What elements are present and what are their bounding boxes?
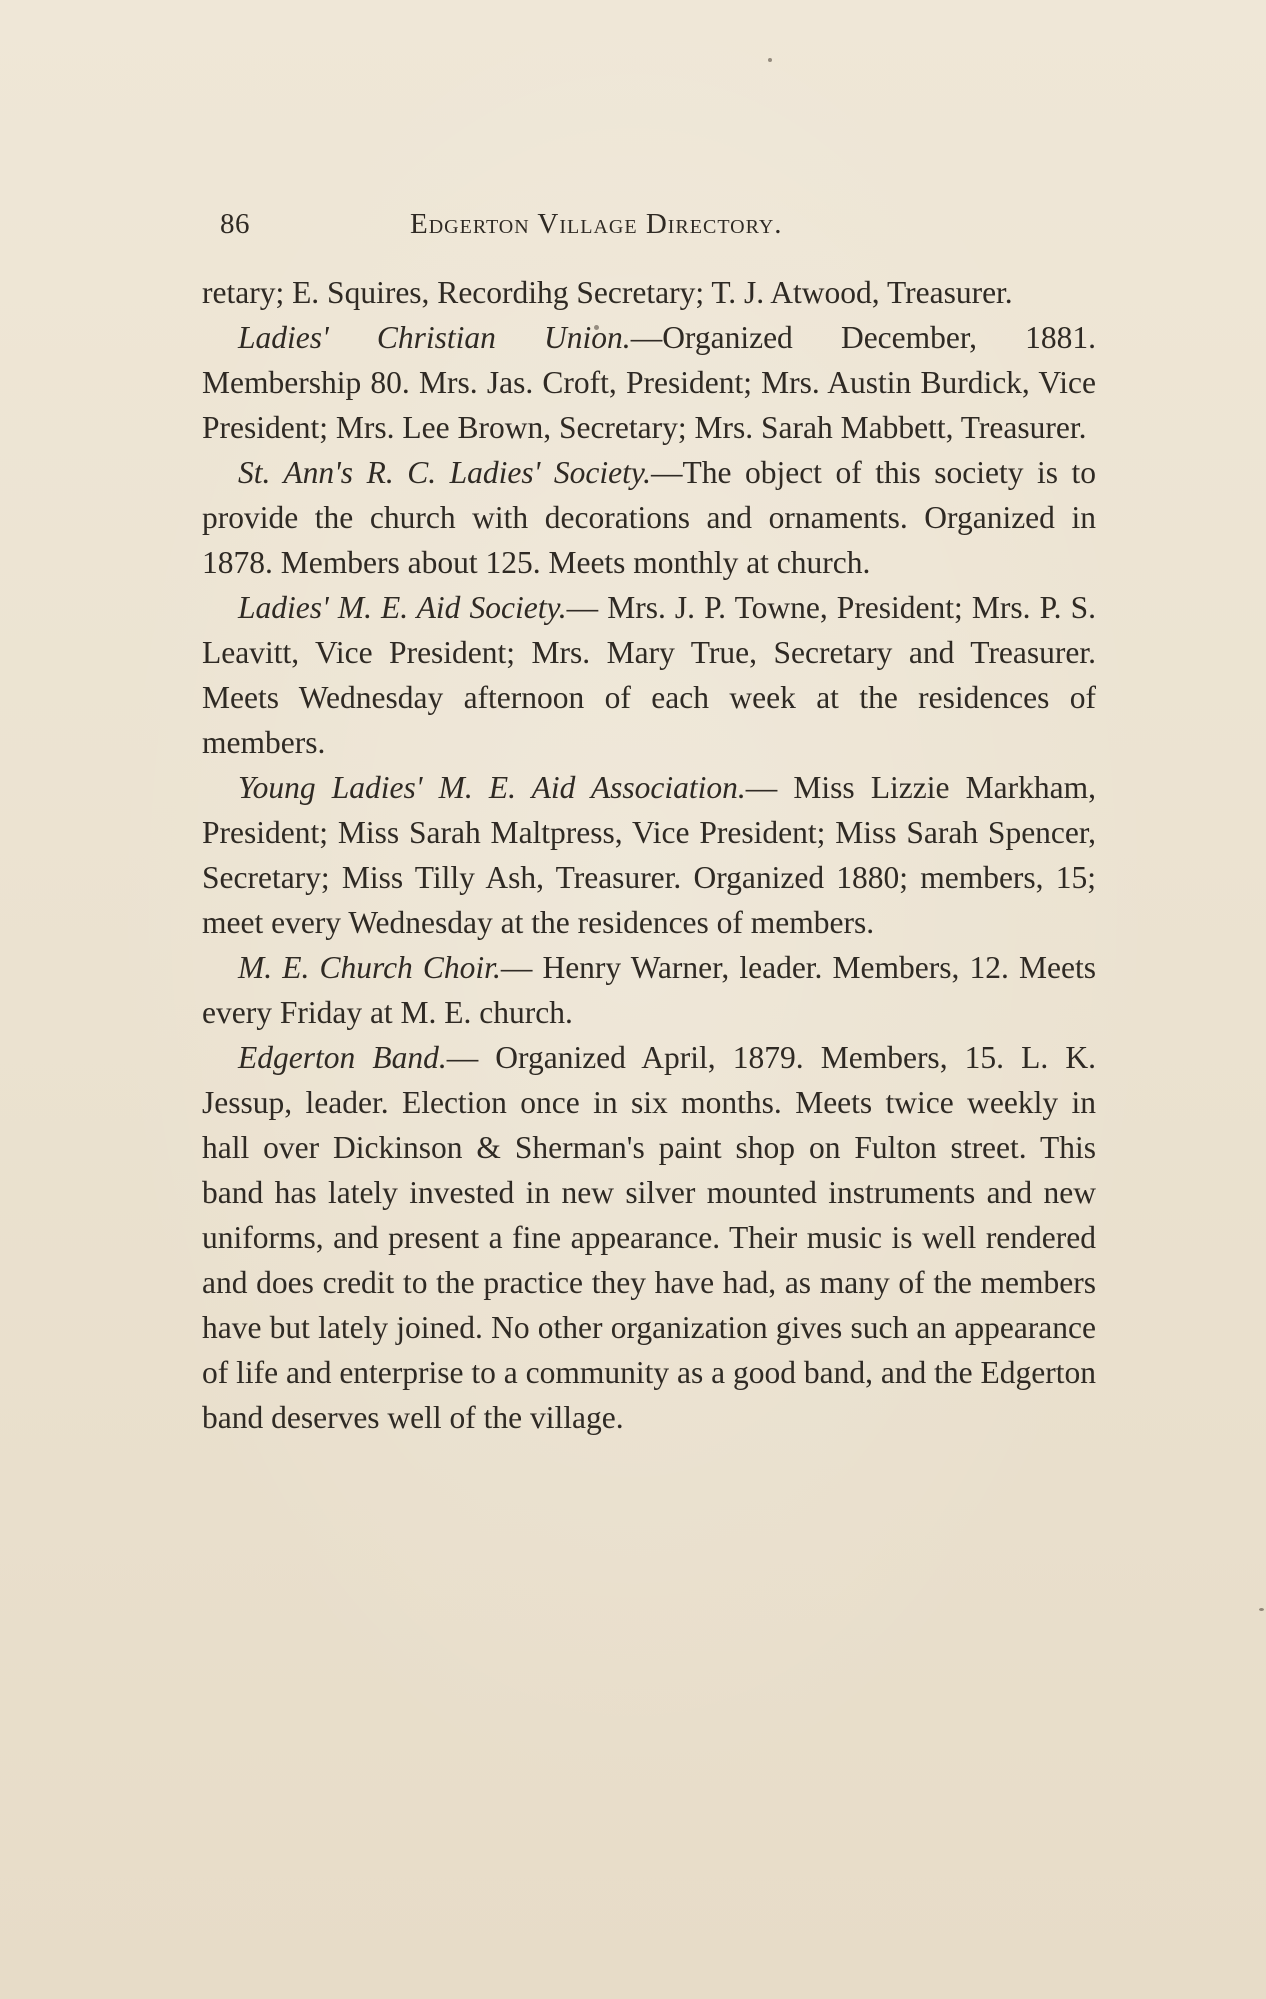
paragraph-me-church-choir bbox=[202, 945, 1096, 1035]
society-name: Edgerton Band. bbox=[238, 1040, 447, 1075]
society-name: M. E. Church Choir. bbox=[238, 950, 501, 985]
page-header bbox=[220, 208, 1100, 248]
paragraph-ladies-me-aid-society bbox=[202, 585, 1096, 765]
body-text bbox=[202, 270, 1096, 1440]
paragraph-text: —The object of this society is to provide the church with decorations and ornaments. Organized in 1878. Members about 125. Meets monthly at church. bbox=[202, 455, 1096, 580]
paper-speck bbox=[768, 58, 772, 62]
paragraph-text: — Miss Lizzie Markham, President; Miss Sarah Maltpress, Vice President; Miss Sarah Spencer, Secretary; Miss Tilly Ash, Treasurer. Organized 1880; members, 15; meet every Wednesday at the residences of members. bbox=[202, 770, 1096, 940]
society-name: Ladies' Christian Union. bbox=[238, 320, 631, 355]
society-name: Young Ladies' M. E. Aid Association. bbox=[238, 770, 746, 805]
paragraph-young-ladies-aid-association bbox=[202, 765, 1096, 945]
paragraph-st-anns-society bbox=[202, 450, 1096, 585]
running-title: Edgerton Village Directory. bbox=[410, 208, 783, 240]
society-name: St. Ann's R. C. Ladies' Society. bbox=[238, 455, 651, 490]
paragraph-text: — Henry Warner, leader. Members, 12. Meets every Friday at M. E. church. bbox=[202, 950, 1096, 1030]
paragraph-continuation bbox=[202, 270, 1096, 315]
paper-speck bbox=[1259, 1608, 1264, 1611]
paragraph-ladies-christian-union bbox=[202, 315, 1096, 450]
page-number: 86 bbox=[220, 208, 250, 240]
paragraph-text: —Organized December, 1881. Membership 80. Mrs. Jas. Croft, President; Mrs. Austin Burdick, Vice President; Mrs. Lee Brown, Secretary; Mrs. Sarah Mabbett, Treasurer. bbox=[202, 320, 1096, 445]
paragraph-text: — Mrs. J. P. Towne, President; Mrs. P. S. Leavitt, Vice President; Mrs. Mary True, Secretary and Treasurer. Meets Wednesday afternoon of each week at the residences of members. bbox=[202, 590, 1096, 760]
paragraph-text: retary; E. Squires, Recordihg Secretary; T. J. Atwood, Treasurer. bbox=[202, 275, 1013, 310]
society-name: Ladies' M. E. Aid Society. bbox=[238, 590, 567, 625]
paragraph-text: — Organized April, 1879. Members, 15. L. K. Jessup, leader. Election once in six months. Meets twice weekly in hall over Dickinson & Sherman's paint shop on Fulton street. This band has lately invested in new silver mounted instruments and new uniforms, and present a fine appearance. Their music is well rendered and does credit to the practice they have had, as many of the members have but lately joined. No other organization gives such an appearance of life and enterprise to a community as a good band, and the Edgerton band deserves well of the village. bbox=[202, 1040, 1096, 1435]
paragraph-edgerton-band bbox=[202, 1035, 1096, 1440]
